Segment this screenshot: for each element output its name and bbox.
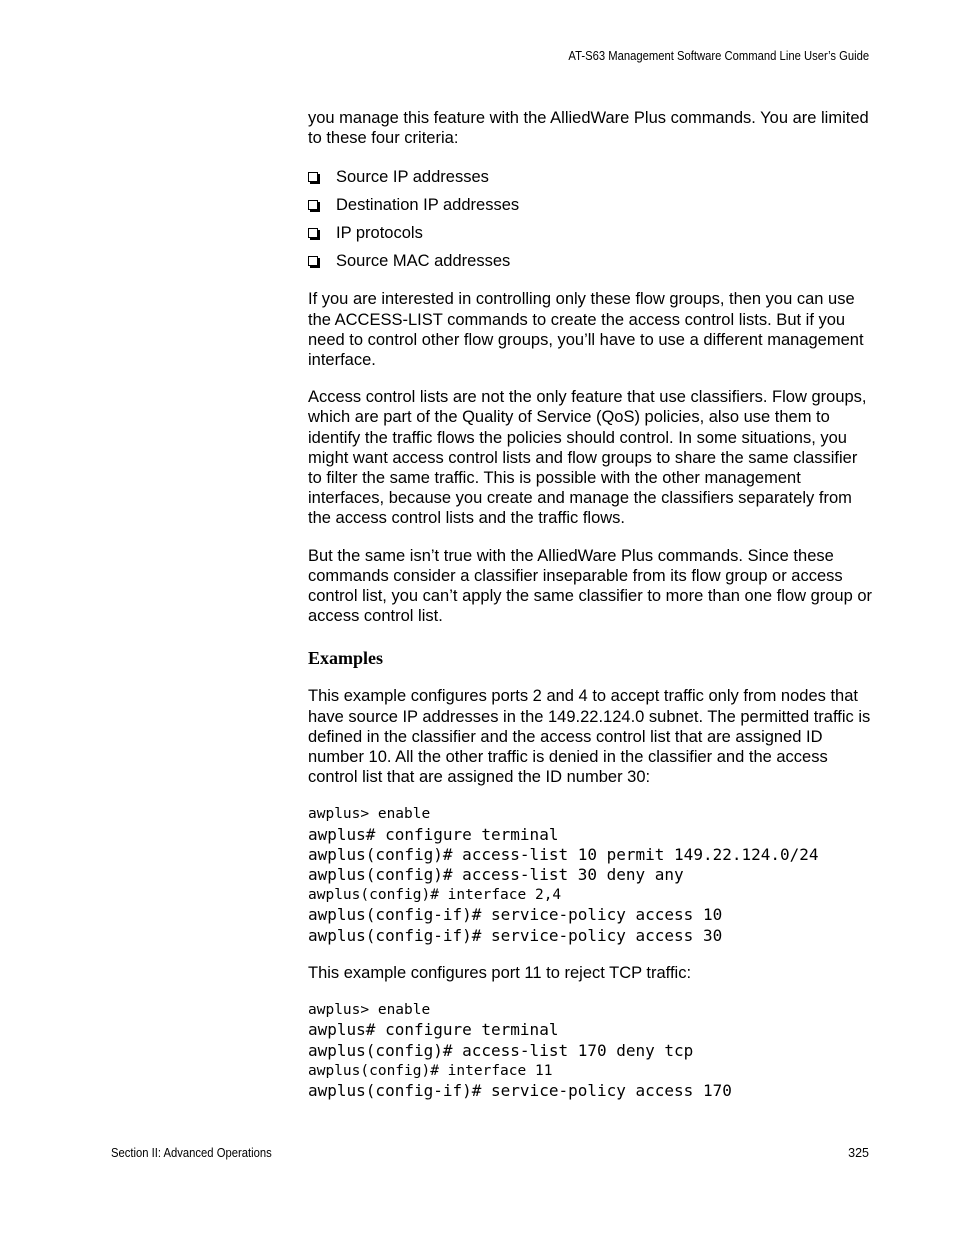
code-line: awplus(config)# interface 11: [308, 1062, 553, 1079]
code-line: awplus> enable: [308, 806, 431, 823]
code-line: awplus> enable: [308, 1002, 431, 1019]
paragraph-flow-groups: If you are interested in controlling only these flow groups, then you can use the ACCESS-LIST commands to create the access control lists. But if you need to control other flow groups, you’ll have to use a different management interface.: [308, 290, 864, 370]
code-line: awplus(config-if)# service-policy access 170: [308, 1080, 732, 1100]
code-line: awplus(config)# access-list 30 deny any: [308, 865, 684, 885]
intro-paragraph: you manage this feature with the AlliedWare Plus commands. You are limited to these four criteria:: [308, 109, 869, 148]
code-line: awplus(config)# access-list 170 deny tcp: [308, 1040, 694, 1060]
code-line: awplus# configure terminal: [308, 824, 559, 844]
paragraph-classifiers: Access control lists are not the only feature that use classifiers. Flow groups, which are part of the Quality of Service (QoS) policies, also use them to identify the traffic flows the policies should control. In some situations, you might want access control lists and flow groups to share the same classifier to filter the same traffic. This is possible with the other management interfaces, because you create and manage the classifiers separately from the access control lists and the traffic flows.: [308, 388, 867, 528]
checkbox-bullet-icon: [308, 200, 318, 210]
criteria-list: [308, 167, 873, 279]
code-line: awplus(config)# access-list 10 permit 149.22.124.0/24: [308, 844, 819, 864]
checkbox-bullet-icon: [308, 256, 318, 266]
list-item: Source IP addresses: [308, 167, 873, 195]
checkbox-bullet-icon: [308, 228, 318, 238]
list-item: IP protocols: [308, 223, 873, 251]
example1-code-block: [308, 804, 873, 945]
code-line: awplus(config-if)# service-policy access 30: [308, 925, 723, 945]
page-body: [308, 108, 873, 1101]
examples-heading: Examples: [308, 648, 384, 669]
code-line: awplus# configure terminal: [308, 1020, 559, 1040]
code-line: awplus(config-if)# service-policy access 10: [308, 905, 723, 925]
example2-description: This example configures port 11 to reject TCP traffic:: [308, 963, 692, 982]
code-line: awplus(config)# interface 2,4: [308, 887, 562, 904]
example2-code-block: [308, 1000, 873, 1101]
example1-description: This example configures ports 2 and 4 to accept traffic only from nodes that have source IP addresses in the 149.22.124.0 subnet. The permitted traffic is defined in the classifier and the access control list that are assigned ID number 10. All the other traffic is denied in the classifier and the access control list that are assigned the ID number 30:: [308, 687, 871, 787]
page-number: 325: [848, 1146, 869, 1160]
running-header: AT-S63 Management Software Command Line User’s Guide: [568, 49, 869, 63]
paragraph-alliedware: But the same isn’t true with the AlliedWare Plus commands. Since these commands consider a classifier inseparable from its flow group or access control list, you can’t apply the same classifier to more than one flow group or access control list.: [308, 546, 873, 626]
list-item: Destination IP addresses: [308, 195, 873, 223]
footer-section-title: Section II: Advanced Operations: [111, 1146, 272, 1160]
checkbox-bullet-icon: [308, 172, 318, 182]
list-item: Source MAC addresses: [308, 251, 873, 279]
